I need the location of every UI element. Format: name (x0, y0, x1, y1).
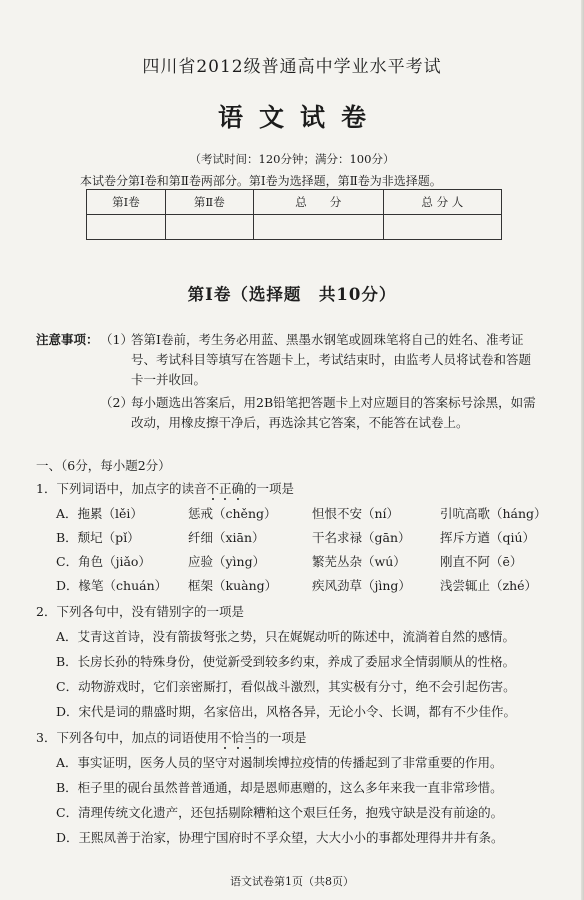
score-cell-grader[interactable] (383, 215, 501, 240)
q1-option-word: 惩戒（chěng） (188, 506, 277, 521)
notice-label: 注意事项： (36, 332, 99, 347)
q1-option-word: 引吭高歌（háng） (440, 506, 547, 521)
q2-option: C．动物游戏时，它们亲密厮打，看似战斗激烈，其实极有分寸，绝不会引起伤害。 (56, 679, 516, 694)
score-header-part1: 第Ⅰ卷 (87, 190, 166, 215)
part1-heading: 一、（6分，每小题2分） (36, 458, 171, 473)
q1-option-word: 干名求禄（gān） (312, 530, 411, 545)
exam-intro: 本试卷分第Ⅰ卷和第Ⅱ卷两部分。第Ⅰ卷为选择题，第Ⅱ卷为非选择题。 (80, 174, 442, 188)
q1-option-word: 浅尝辄止（zhé） (440, 578, 538, 593)
score-cell-part1[interactable] (87, 215, 166, 240)
notice-item2-number: （2） (100, 395, 133, 410)
score-table-blank-row (87, 215, 502, 240)
subject-title: 语文试卷 (217, 103, 382, 132)
q3-stem-emphasis: 恰 (231, 730, 244, 745)
score-table-header-row (87, 190, 502, 215)
q1-option-word: 挥斥方遒（qiú） (440, 530, 536, 545)
q1-stem-emphasis: 正 (218, 481, 232, 496)
score-header-grader: 总 分 人 (383, 190, 501, 215)
q1-option-word: 纤细（xiān） (188, 530, 265, 545)
q3-option: C．清理传统文化遗产，还包括剔除糟粕这个艰巨任务，抱残守缺是没有前途的。 (56, 805, 504, 820)
exam-meta: （考试时间：120分钟；满分：100分） (189, 152, 395, 166)
q3-stem-emphasis: 不 (218, 730, 232, 745)
score-header-part2: 第Ⅱ卷 (165, 190, 253, 215)
q1-option-word: 刚直不阿（ē） (440, 554, 523, 569)
exam-title: 四川省2012级普通高中学业水平考试 (142, 57, 442, 77)
q1-option-word: 应验（yìng） (188, 554, 266, 569)
score-cell-total[interactable] (253, 215, 383, 240)
q1-option-word: 繁芜丛杂（wú） (312, 554, 406, 569)
q1-option-word: 框架（kuàng） (188, 578, 278, 593)
page-footer: 语文试卷第1页（共8页） (230, 875, 354, 888)
q1-option-word: D．椽笔（chuán） (56, 578, 168, 593)
section-title: 第Ⅰ卷（选择题 共10分） (187, 285, 397, 304)
q1-option-word: C．角色（jiǎo） (56, 554, 151, 569)
q1-stem-emphasis: 确 (231, 481, 245, 496)
q2-option: B．长房长孙的特殊身份，使觉新受到较多约束，养成了委屈求全情弱顺从的性格。 (56, 654, 516, 669)
q1-stem: 1．下列词语中，加点字的读音不正确的一项是 (36, 481, 295, 496)
q3-stem-emphasis: 当 (244, 730, 257, 745)
q2-option: D．宋代是词的鼎盛时期，名家倍出，风格各异，无论小令、长调，都有不少佳作。 (56, 704, 517, 719)
score-header-total: 总 分 (253, 190, 383, 215)
score-table (86, 189, 502, 240)
notice-item1-line: 卡一并收回。 (131, 372, 207, 387)
q3-option: A．事实证明，医务人员的坚守对遏制埃博拉疫情的传播起到了非常重要的作用。 (56, 755, 503, 770)
q2-stem: 2．下列各句中，没有错别字的一项是 (36, 604, 244, 619)
q3-stem: 3．下列各句中，加点的词语使用不恰当的一项是 (36, 730, 307, 745)
q1-option-word: 疾风劲草（jìng） (312, 578, 411, 593)
q1-stem-emphasis: 不 (206, 481, 219, 496)
notice-item1-number: （1） (100, 332, 133, 347)
q3-option: B．柜子里的砚台虽然普普通通，却是恩师惠赠的，这么多年来我一直非常珍惜。 (56, 780, 503, 795)
q1-option-word: A．拖累（lěi） (56, 506, 143, 521)
q1-option-word: B．颓圮（pǐ） (56, 530, 140, 545)
score-cell-part2[interactable] (165, 215, 253, 240)
notice-item2-line: 每小题选出答案后，用2B铅笔把答题卡上对应题目的答案标号涂黑，如需 (131, 395, 536, 410)
q3-option: D．王熙凤善于治家，协理宁国府时不孚众望，大大小小的事都处理得井井有条。 (56, 830, 504, 845)
notice-item2-line: 改动，用橡皮擦干净后，再选涂其它答案，不能答在试卷上。 (131, 415, 469, 430)
notice-item1-line: 答第Ⅰ卷前，考生务必用蓝、黑墨水钢笔或圆珠笔将自己的姓名、准考证 (131, 332, 524, 347)
q2-option: A．艾青这首诗，没有箭拔弩张之势，只在娓娓动听的陈述中，流淌着自然的感情。 (56, 629, 516, 644)
q1-option-word: 怛恨不安（ní） (312, 506, 400, 521)
notice-item1-line: 号、考试科目等填写在答题卡上，考试结束时，由监考人员将试卷和答题 (131, 352, 532, 367)
